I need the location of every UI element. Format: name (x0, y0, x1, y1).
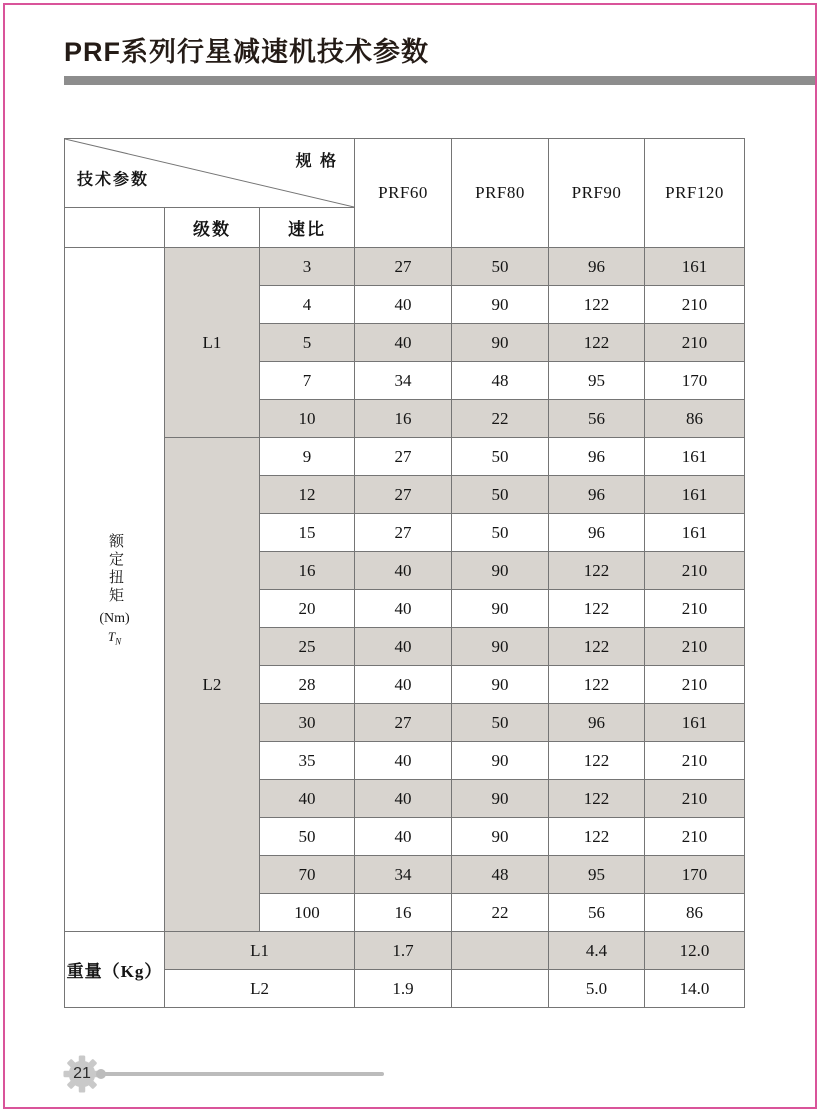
value-cell: 14.0 (645, 970, 745, 1008)
value-cell: 48 (452, 856, 549, 894)
value-cell: 210 (645, 324, 745, 362)
value-cell: 122 (549, 818, 645, 856)
value-cell: 210 (645, 628, 745, 666)
value-cell: 16 (355, 894, 452, 932)
ratio-col-header: 速比 (260, 208, 355, 248)
value-cell (452, 932, 549, 970)
value-cell: 27 (355, 704, 452, 742)
value-cell: 161 (645, 248, 745, 286)
value-cell: 122 (549, 628, 645, 666)
table-row (65, 248, 745, 286)
value-cell: 27 (355, 248, 452, 286)
table-row (65, 932, 745, 970)
value-cell: 16 (355, 400, 452, 438)
footer-rule (104, 1072, 384, 1076)
weight-label-cell: 重量（Kg） (65, 932, 165, 1008)
value-cell: 122 (549, 666, 645, 704)
value-cell: 96 (549, 476, 645, 514)
stage-l2-cell: L2 (165, 438, 260, 932)
value-cell: 95 (549, 856, 645, 894)
value-cell: 50 (452, 514, 549, 552)
page-number: 21 (73, 1065, 91, 1082)
value-cell: 122 (549, 590, 645, 628)
col-header-prf80: PRF80 (452, 139, 549, 248)
value-cell: 210 (645, 742, 745, 780)
value-cell: 4.4 (549, 932, 645, 970)
table-row (65, 970, 745, 1008)
page-title: PRF系列行星减速机技术参数 (64, 37, 429, 67)
value-cell: 40 (355, 742, 452, 780)
ratio-cell: 10 (260, 400, 355, 438)
value-cell: 210 (645, 666, 745, 704)
value-cell (452, 970, 549, 1008)
ratio-cell: 20 (260, 590, 355, 628)
value-cell: 56 (549, 894, 645, 932)
value-cell: 170 (645, 362, 745, 400)
value-cell: 90 (452, 324, 549, 362)
value-cell: 40 (355, 286, 452, 324)
value-cell: 40 (355, 628, 452, 666)
ratio-cell: 40 (260, 780, 355, 818)
value-cell: 40 (355, 552, 452, 590)
value-cell: 22 (452, 894, 549, 932)
value-cell: 50 (452, 438, 549, 476)
value-cell: 12.0 (645, 932, 745, 970)
value-cell: 27 (355, 438, 452, 476)
value-cell: 90 (452, 286, 549, 324)
value-cell: 161 (645, 438, 745, 476)
value-cell: 161 (645, 476, 745, 514)
title-underline-bar (64, 76, 815, 85)
value-cell: 5.0 (549, 970, 645, 1008)
ratio-cell: 16 (260, 552, 355, 590)
value-cell: 86 (645, 894, 745, 932)
torque-label-cell (65, 248, 165, 932)
header-row-1 (65, 139, 745, 208)
ratio-cell: 25 (260, 628, 355, 666)
value-cell: 40 (355, 818, 452, 856)
ratio-cell: 7 (260, 362, 355, 400)
weight-stage-cell: L1 (165, 932, 355, 970)
ratio-cell: 28 (260, 666, 355, 704)
value-cell: 40 (355, 780, 452, 818)
ratio-cell: 30 (260, 704, 355, 742)
value-cell: 50 (452, 704, 549, 742)
stage-l1-cell: L1 (165, 248, 260, 438)
ratio-cell: 15 (260, 514, 355, 552)
value-cell: 86 (645, 400, 745, 438)
spec-table (64, 138, 745, 1008)
value-cell: 90 (452, 742, 549, 780)
value-cell: 90 (452, 628, 549, 666)
ratio-cell: 5 (260, 324, 355, 362)
value-cell: 48 (452, 362, 549, 400)
value-cell: 90 (452, 780, 549, 818)
value-cell: 122 (549, 742, 645, 780)
value-cell: 96 (549, 514, 645, 552)
col-header-prf60: PRF60 (355, 139, 452, 248)
value-cell: 96 (549, 438, 645, 476)
value-cell: 56 (549, 400, 645, 438)
value-cell: 34 (355, 362, 452, 400)
value-cell: 161 (645, 514, 745, 552)
value-cell: 27 (355, 514, 452, 552)
value-cell: 50 (452, 476, 549, 514)
value-cell: 90 (452, 818, 549, 856)
value-cell: 210 (645, 552, 745, 590)
value-cell: 1.9 (355, 970, 452, 1008)
value-cell: 210 (645, 590, 745, 628)
value-cell: 122 (549, 780, 645, 818)
ratio-cell: 35 (260, 742, 355, 780)
header-empty-cell (65, 208, 165, 248)
value-cell: 122 (549, 324, 645, 362)
table-row (65, 438, 745, 476)
value-cell: 96 (549, 704, 645, 742)
value-cell: 170 (645, 856, 745, 894)
value-cell: 95 (549, 362, 645, 400)
value-cell: 210 (645, 780, 745, 818)
ratio-cell: 4 (260, 286, 355, 324)
value-cell: 27 (355, 476, 452, 514)
value-cell: 40 (355, 324, 452, 362)
value-cell: 1.7 (355, 932, 452, 970)
ratio-cell: 9 (260, 438, 355, 476)
value-cell: 96 (549, 248, 645, 286)
torque-name-label: 额定扭矩 (107, 532, 123, 605)
value-cell: 122 (549, 286, 645, 324)
value-cell: 40 (355, 590, 452, 628)
ratio-cell: 50 (260, 818, 355, 856)
spec-header-label: 规 格 (295, 153, 339, 170)
col-header-prf90: PRF90 (549, 139, 645, 248)
value-cell: 122 (549, 552, 645, 590)
value-cell: 50 (452, 248, 549, 286)
ratio-cell: 3 (260, 248, 355, 286)
value-cell: 34 (355, 856, 452, 894)
ratio-cell: 70 (260, 856, 355, 894)
value-cell: 22 (452, 400, 549, 438)
ratio-cell: 100 (260, 894, 355, 932)
col-header-prf120: PRF120 (645, 139, 745, 248)
torque-symbol: $T_N$ (107, 628, 122, 647)
value-cell: 90 (452, 666, 549, 704)
weight-stage-cell: L2 (165, 970, 355, 1008)
stage-col-header: 级数 (165, 208, 260, 248)
value-cell: 210 (645, 818, 745, 856)
diagonal-header-cell (65, 139, 355, 208)
value-cell: 161 (645, 704, 745, 742)
torque-unit-label: (Nm) (99, 610, 130, 626)
value-cell: 210 (645, 286, 745, 324)
value-cell: 90 (452, 590, 549, 628)
param-header-label: 技术参数 (77, 171, 150, 189)
value-cell: 40 (355, 666, 452, 704)
ratio-cell: 12 (260, 476, 355, 514)
value-cell: 90 (452, 552, 549, 590)
